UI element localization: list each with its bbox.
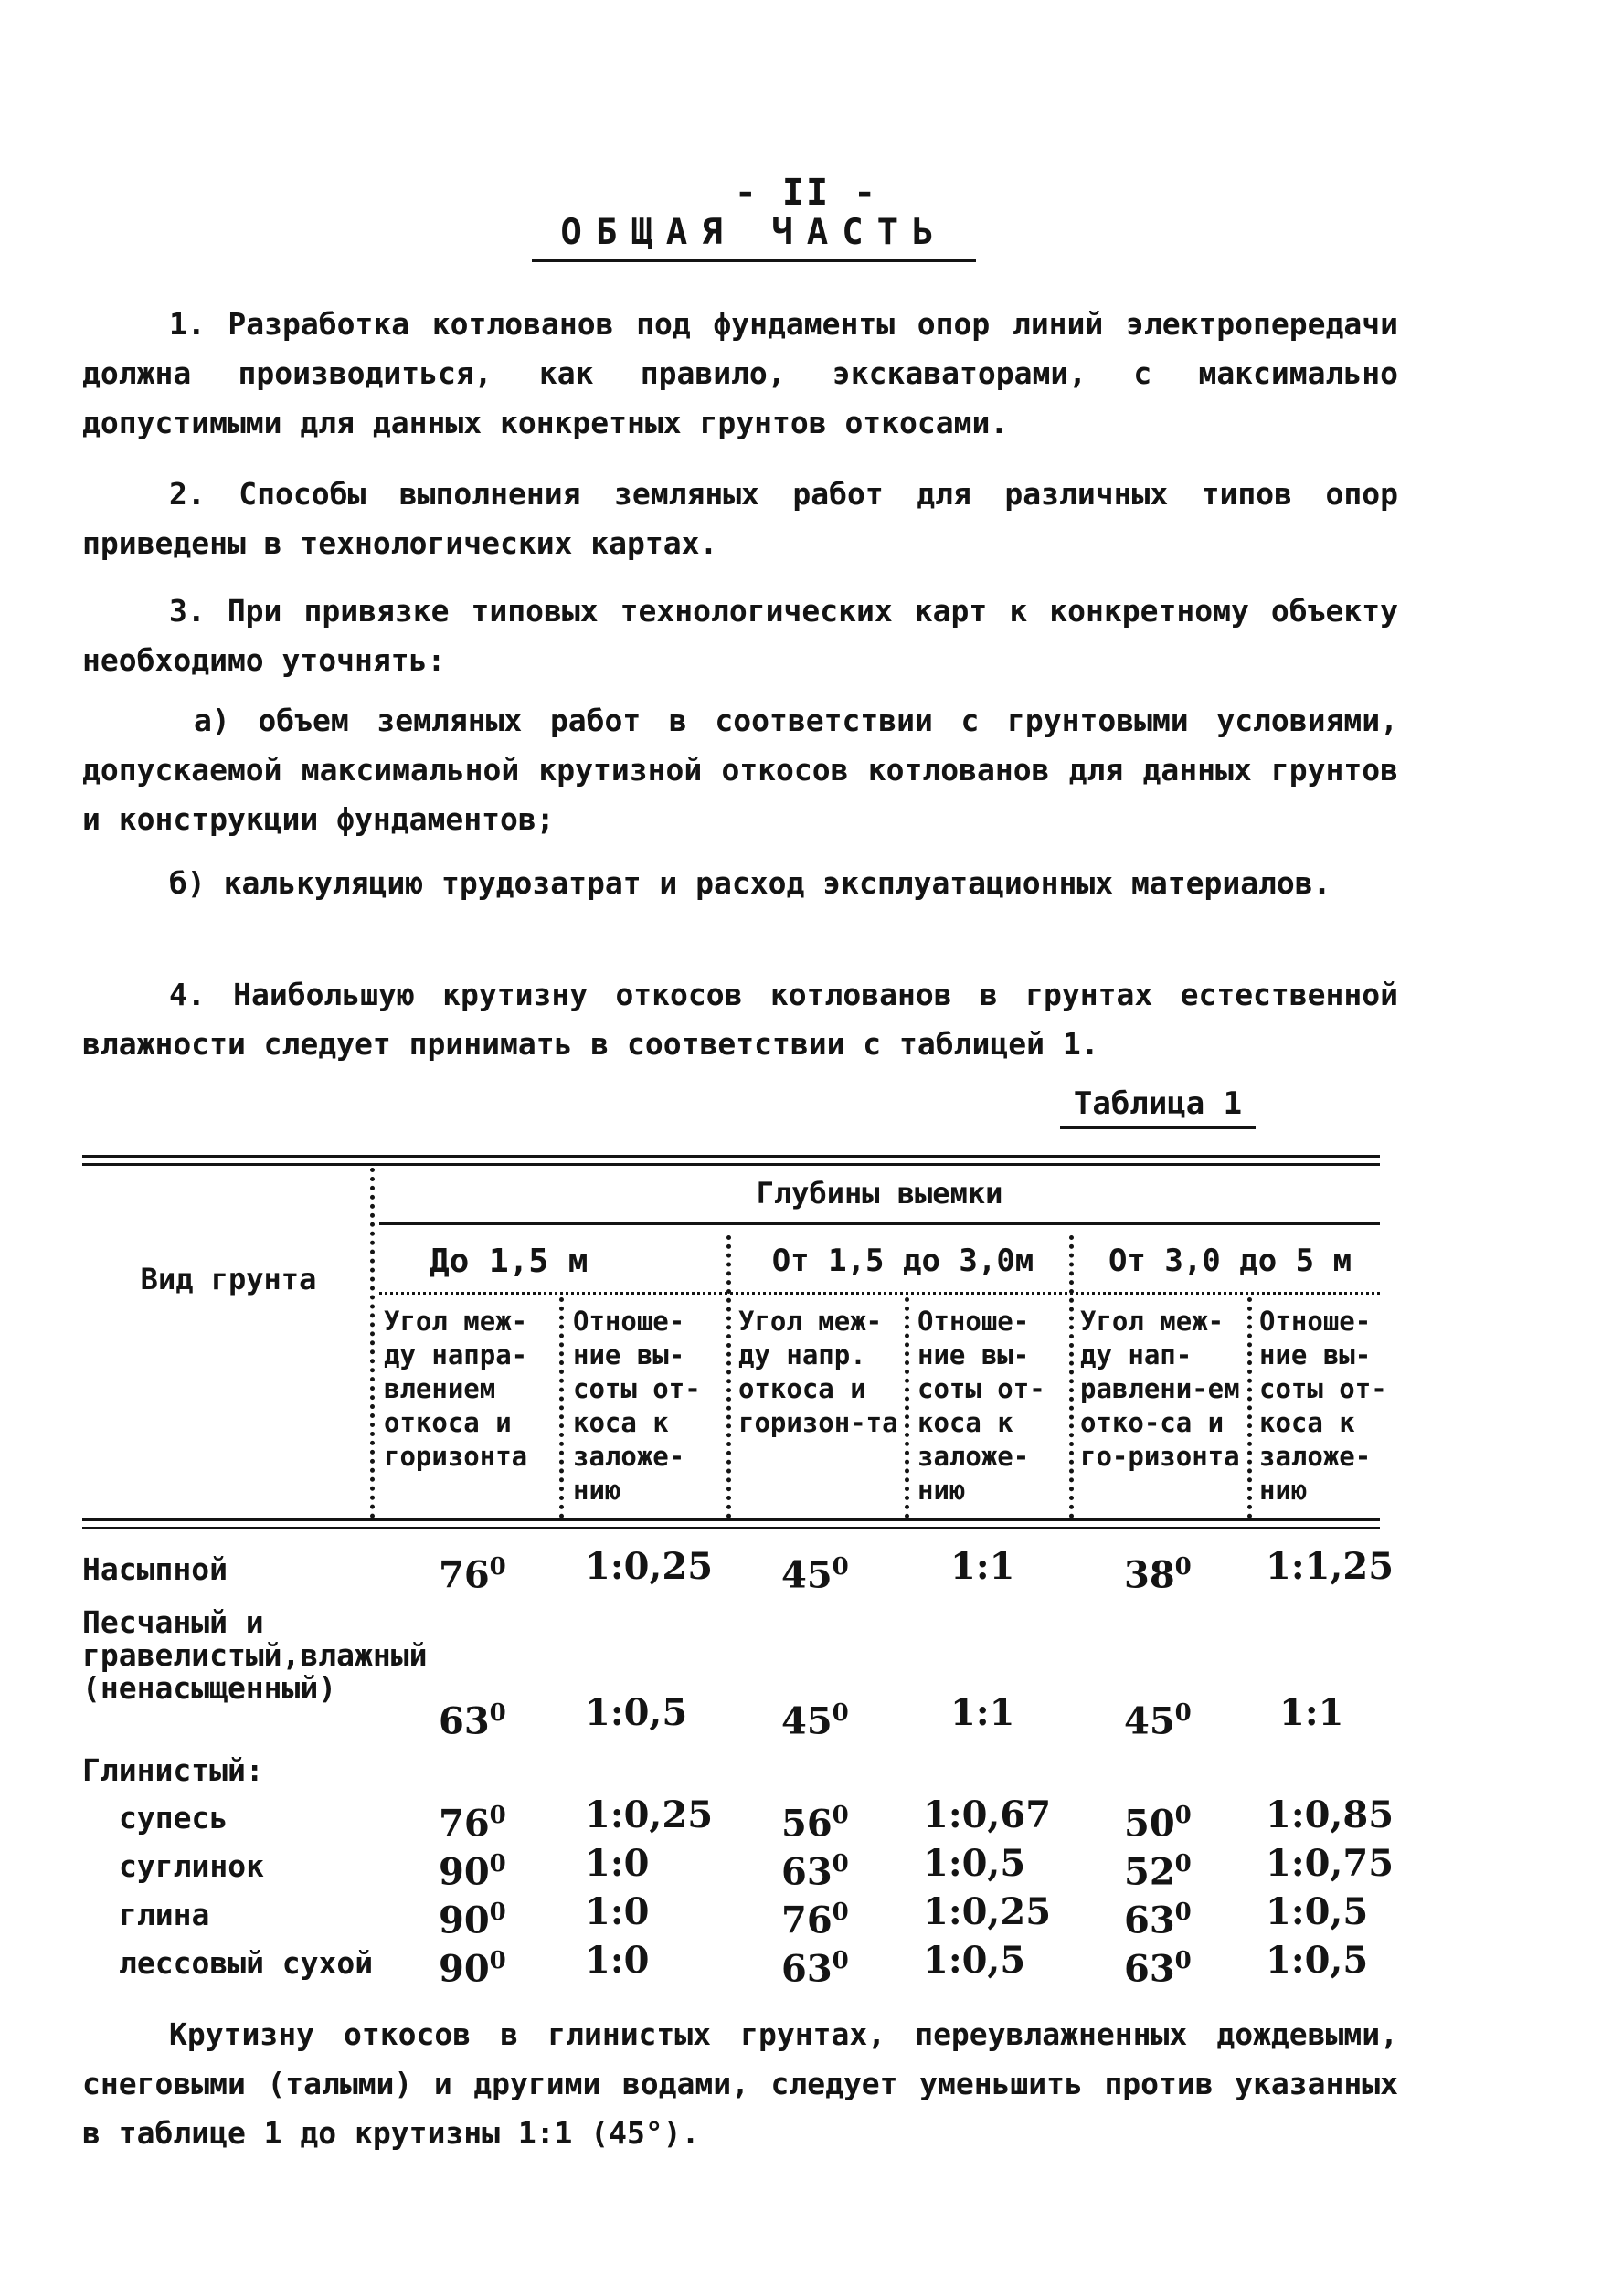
soil-name: Песчаный и гравелистый,влажный (ненасыщенный) <box>82 1604 428 1706</box>
angle-value: $90^0$ <box>439 1899 506 1942</box>
ratio-value: 1:0 <box>585 1939 650 1982</box>
angle-value: $90^0$ <box>439 1947 506 1991</box>
paragraph-3b: б) калькуляцию трудозатрат и расход эксплуатационных материалов. <box>169 865 1331 901</box>
angle-value: $76^0$ <box>439 1802 506 1846</box>
angle-value: $63^0$ <box>781 1850 849 1894</box>
table-caption: Таблица 1 <box>1060 1085 1256 1129</box>
page-title: ОБЩАЯ ЧАСТЬ <box>532 212 976 262</box>
table-top-rule <box>82 1155 1380 1166</box>
angle-value: $52^0$ <box>1124 1850 1192 1894</box>
header-angle: Угол меж-ду нап-равлени-ем отко-са и го-ризонта <box>1080 1306 1240 1472</box>
ratio-value: 1:0,67 <box>923 1793 1052 1836</box>
header-angle: Угол меж-ду напр. откоса и горизон-та <box>738 1306 898 1438</box>
header-depths: Глубины выемки <box>756 1176 1003 1211</box>
soil-name: суглинок <box>119 1848 264 1884</box>
ratio-value: 1:1 <box>950 1691 1015 1734</box>
ratio-value: 1:1,25 <box>1266 1545 1395 1588</box>
table-divider <box>1247 1297 1252 1518</box>
paragraph-1: 1. Разработка котлованов под фундаменты опор линий электропередачи должна производиться, как правило, экскаваторами, с максимально допустимыми для данных конкретных грунтов откосами. <box>82 306 1398 440</box>
ratio-value: 1:0,25 <box>585 1793 714 1836</box>
ratio-value: 1:0,25 <box>923 1890 1052 1933</box>
soil-name: лессовый сухой <box>119 1945 374 1981</box>
paragraph-2: 2. Способы выполнения земляных работ для различных типов опор приведены в технологических картах. <box>82 476 1398 561</box>
table-divider <box>370 1168 375 1518</box>
angle-value: $50^0$ <box>1124 1802 1192 1846</box>
ratio-value: 1:0,75 <box>1266 1842 1395 1885</box>
header-ratio: Отноше-ние вы-соты от-коса к заложе-нию <box>573 1306 701 1506</box>
ratio-value: 1:0,25 <box>585 1545 714 1588</box>
header-ratio: Отноше-ние вы-соты от-коса к заложе-нию <box>917 1306 1045 1506</box>
soil-name: супесь <box>119 1800 228 1836</box>
header-depth-3: От 3,0 до 5 м <box>1108 1243 1352 1279</box>
angle-value: $76^0$ <box>781 1899 849 1942</box>
ratio-value: 1:0,85 <box>1266 1793 1395 1836</box>
paragraph-note: Крутизну откосов в глинистых грунтах, переувлажненных дождевыми, снеговыми (талыми) и другими водами, следует уменьшить против указанных в таблице 1 до крутизны 1:1 (45°). <box>82 2016 1398 2151</box>
paragraph-3: 3. При привязке типовых технологических карт к конкретному объекту необходимо уточнять: <box>82 593 1398 678</box>
ratio-value: 1:1 <box>950 1545 1015 1588</box>
angle-value: $45^0$ <box>781 1553 849 1597</box>
angle-value: $90^0$ <box>439 1850 506 1894</box>
table-header-bottom-rule <box>82 1518 1380 1529</box>
ratio-value: 1:0,5 <box>923 1842 1026 1885</box>
table-rule <box>379 1222 1380 1225</box>
ratio-value: 1:0,5 <box>1266 1890 1369 1933</box>
header-angle: Угол меж-ду напра-влением откоса и горизонта <box>384 1306 528 1472</box>
header-depth-2: От 1,5 до 3,0м <box>771 1243 1034 1279</box>
table-rule <box>379 1292 1380 1295</box>
header-ratio: Отноше-ние вы-соты от-коса к заложе-нию <box>1259 1306 1387 1506</box>
table-divider <box>905 1297 909 1518</box>
header-soil-type: Вид грунта <box>140 1262 317 1296</box>
ratio-value: 1:0,5 <box>1266 1939 1369 1982</box>
angle-value: $63^0$ <box>781 1947 849 1991</box>
angle-value: $38^0$ <box>1124 1553 1192 1597</box>
soil-group-label: Глинистый: <box>82 1752 264 1788</box>
page-number: - II - <box>734 172 878 214</box>
angle-value: $63^0$ <box>1124 1899 1192 1942</box>
header-depth-1: До 1,5 м <box>430 1243 589 1280</box>
angle-value: $45^0$ <box>1124 1699 1192 1743</box>
angle-value: $45^0$ <box>781 1699 849 1743</box>
ratio-value: 1:0 <box>585 1842 650 1885</box>
angle-value: $56^0$ <box>781 1802 849 1846</box>
angle-value: $76^0$ <box>439 1553 506 1597</box>
ratio-value: 1:1 <box>1279 1691 1344 1734</box>
angle-value: $63^0$ <box>1124 1947 1192 1991</box>
paragraph-4: 4. Наибольшую крутизну откосов котлованов в грунтах естественной влажности следует принимать в соответствии с таблицей 1. <box>82 977 1398 1062</box>
paragraph-3a: а) объем земляных работ в соответствии с грунтовыми условиями, допускаемой максимальной крутизной откосов котлованов для данных грунтов и конструкции фундаментов; <box>82 703 1398 837</box>
soil-name: Насыпной <box>82 1551 228 1587</box>
table-divider <box>559 1297 564 1518</box>
angle-value: $63^0$ <box>439 1699 506 1743</box>
ratio-value: 1:0,5 <box>923 1939 1026 1982</box>
table-divider <box>1069 1235 1074 1518</box>
ratio-value: 1:0,5 <box>585 1691 688 1734</box>
soil-name: глина <box>119 1897 210 1932</box>
ratio-value: 1:0 <box>585 1890 650 1933</box>
